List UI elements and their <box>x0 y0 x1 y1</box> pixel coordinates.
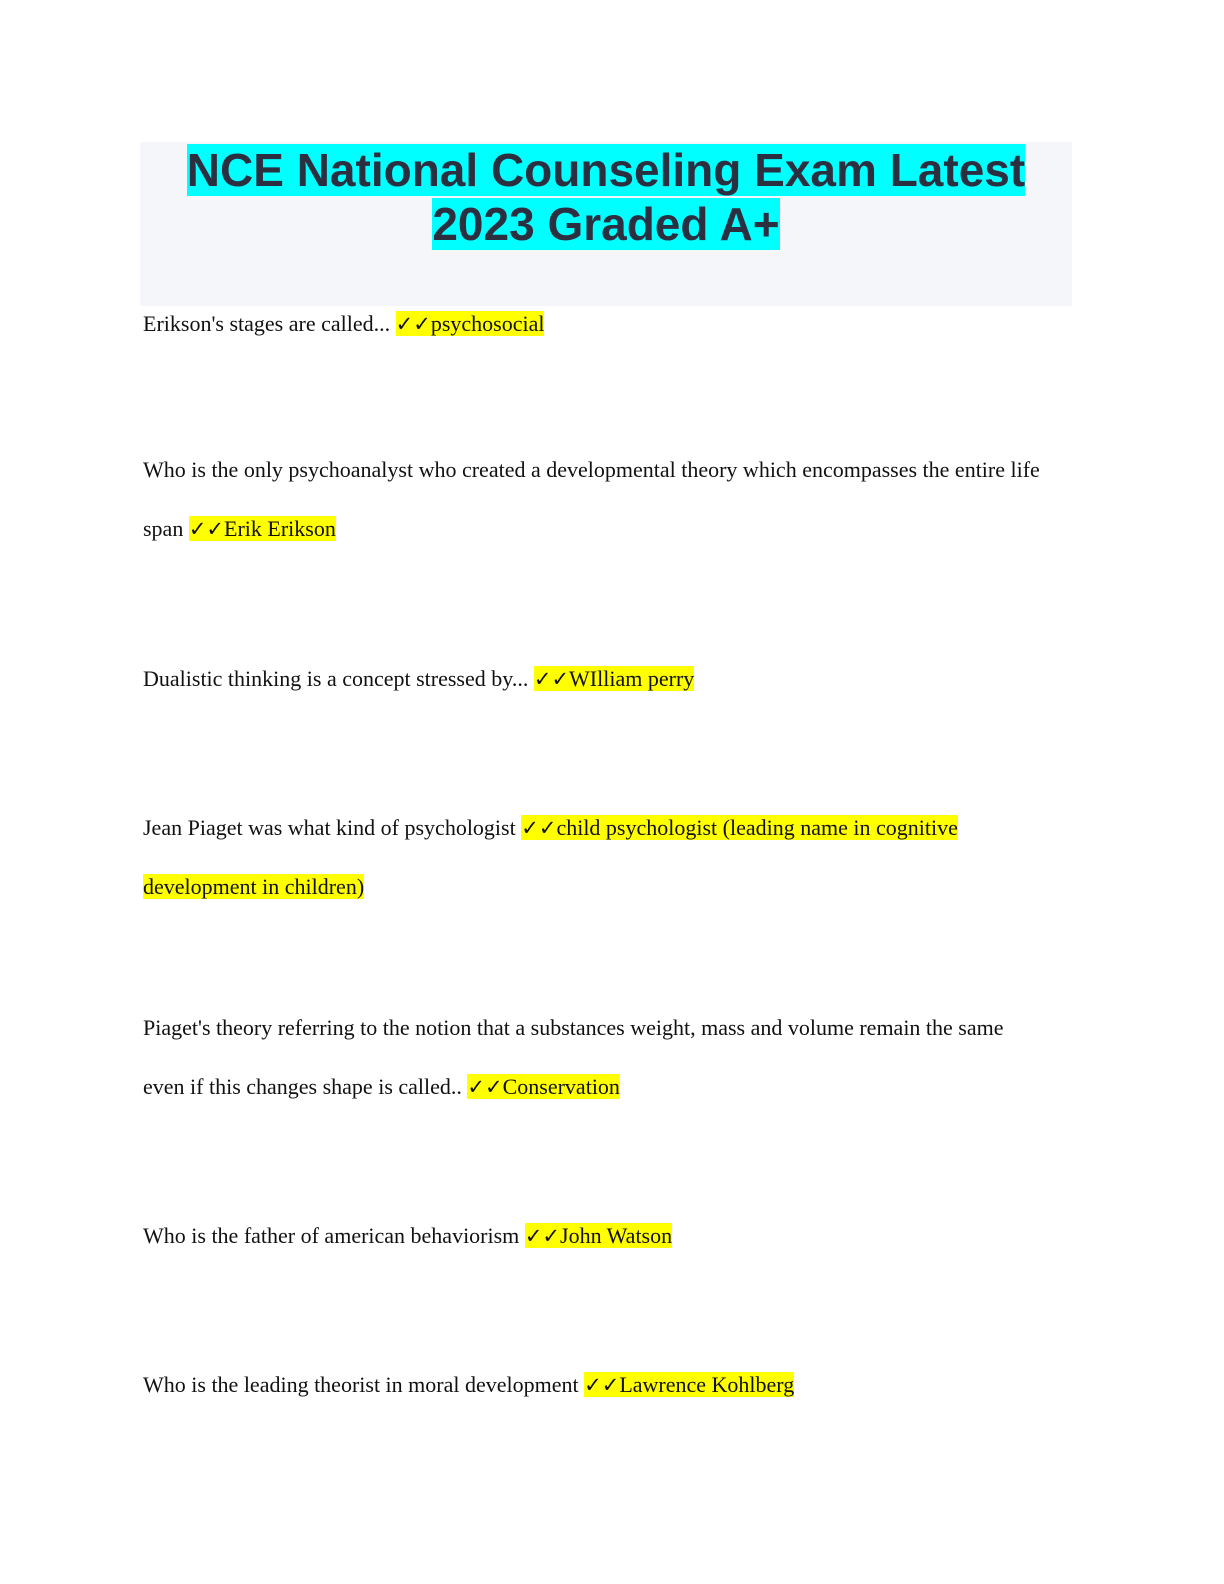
answer-text: John Watson <box>560 1223 673 1248</box>
double-check-icon: ✓✓ <box>188 516 225 541</box>
title-block <box>140 142 1072 306</box>
question-text: Jean Piaget was what kind of psychologist <box>143 815 522 840</box>
double-check-icon: ✓✓ <box>524 1224 561 1248</box>
qa-item-1 <box>143 295 1043 354</box>
answer-highlight <box>396 311 545 336</box>
double-check-icon: ✓✓ <box>584 1373 620 1397</box>
document-title <box>140 142 1072 251</box>
double-check-icon: ✓✓ <box>533 667 570 691</box>
qa-item-6 <box>143 1207 1043 1266</box>
answer-text: child psychologist (leading name in cognitive development in children) <box>143 815 958 899</box>
answer-text: psychosocial <box>430 311 545 336</box>
question-text: Piaget's theory referring to the notion that a substances weight, mass and volume remain the same even if this changes shape is called.. <box>143 1015 1004 1099</box>
double-check-icon: ✓✓ <box>521 816 557 840</box>
answer-highlight <box>189 516 336 541</box>
question-text: Dualistic thinking is a concept stressed by... <box>143 666 534 691</box>
double-check-icon: ✓✓ <box>395 312 431 336</box>
answer-text: Erik Erikson <box>224 515 336 541</box>
qa-item-5 <box>143 999 1043 1116</box>
question-text: Erikson's stages are called... <box>143 311 396 336</box>
answer-text: Lawrence Kohlberg <box>619 1372 795 1397</box>
title-line-2: 2023 Graded A+ <box>432 198 780 250</box>
question-text: Who is the leading theorist in moral development <box>143 1372 585 1397</box>
title-line-1: NCE National Counseling Exam Latest <box>186 144 1026 196</box>
answer-highlight <box>525 1223 672 1248</box>
qa-item-4 <box>143 799 1043 916</box>
double-check-icon: ✓✓ <box>467 1074 503 1099</box>
answer-highlight <box>584 1372 794 1397</box>
question-text: Who is the father of american behaviorism <box>143 1223 525 1248</box>
question-text: Who is the only psychoanalyst who created a developmental theory which encompasses the entire life span <box>143 457 1040 541</box>
qa-item-3 <box>143 650 1043 709</box>
qa-item-7 <box>143 1356 1043 1415</box>
answer-text: WIlliam perry <box>569 666 695 691</box>
answer-text: Conservation <box>502 1073 620 1099</box>
qa-item-2 <box>143 441 1043 558</box>
answer-highlight <box>467 1074 620 1099</box>
answer-highlight <box>534 666 694 691</box>
